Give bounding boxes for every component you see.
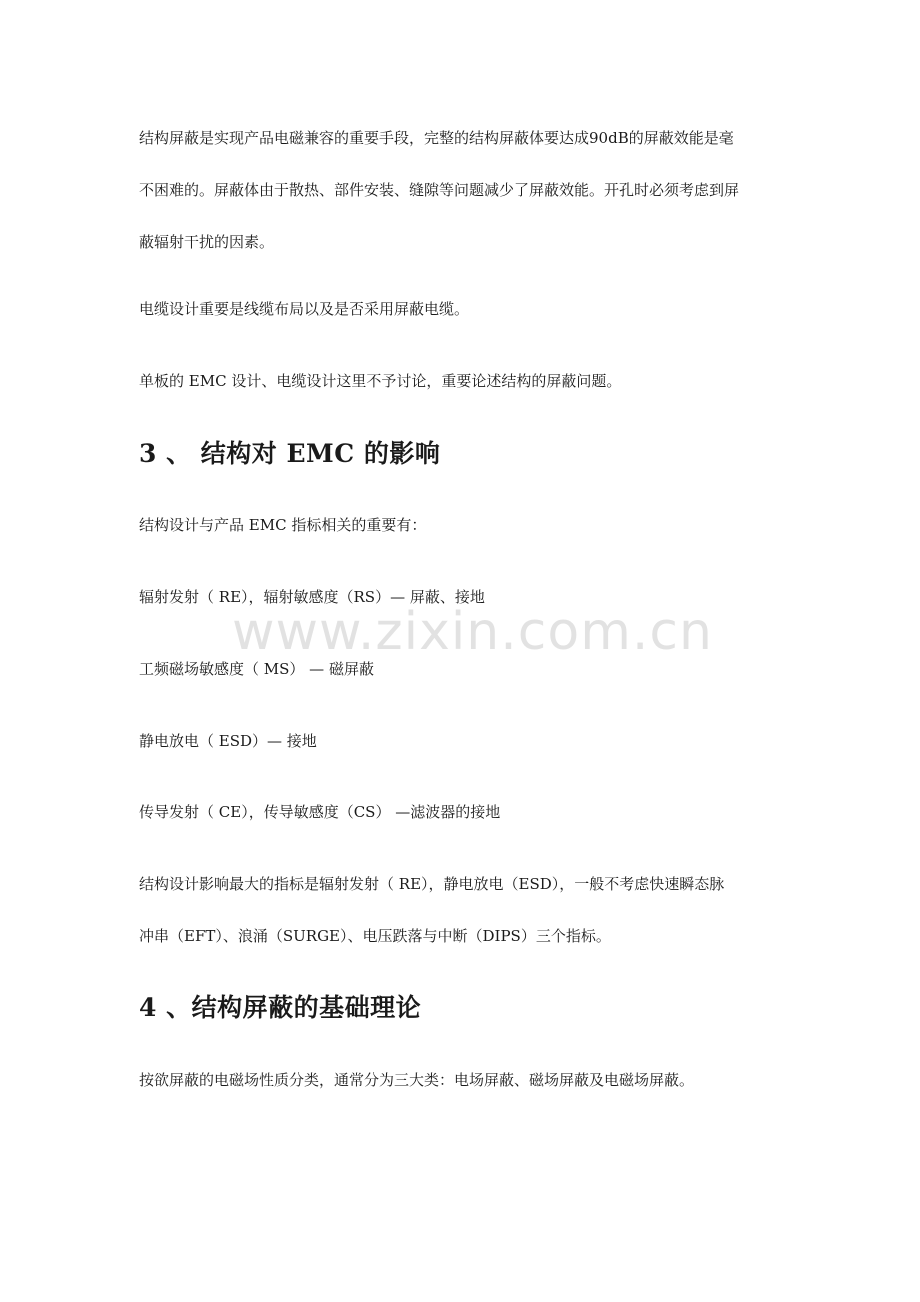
intro-line-1: 结构屏蔽是实现产品电磁兼容的重要手段，完整的结构屏蔽体要达成90dB的屏蔽效能是毫 <box>139 129 734 147</box>
section-3-intro: 结构设计与产品 EMC 指标相关的重要有： <box>139 516 427 534</box>
section-3-heading: 3 、 结构对 EMC 的影响 <box>139 439 441 468</box>
emc-item-esd: 静电放电（ ESD）— 接地 <box>139 732 317 750</box>
summary-line-2: 冲串（EFT）、浪涌（SURGE）、电压跌落与中断（DIPS）三个指标。 <box>139 927 611 945</box>
intro-paragraph <box>139 112 789 268</box>
board-design-paragraph: 单板的 EMC 设计、电缆设计这里不予讨论，重要论述结构的屏蔽问题。 <box>139 372 622 390</box>
emc-item-re-rs: 辐射发射（ RE），辐射敏感度（RS）— 屏蔽、接地 <box>139 588 485 606</box>
intro-line-3: 蔽辐射干扰的因素。 <box>139 233 275 251</box>
emc-item-ce-cs: 传导发射（ CE），传导敏感度（CS） —滤波器的接地 <box>139 803 501 821</box>
summary-line-1: 结构设计影响最大的指标是辐射发射（ RE），静电放电（ESD），一般不考虑快速瞬态脉 <box>139 875 725 893</box>
intro-line-2: 不困难的。屏蔽体由于散热、部件安装、缝隙等问题减少了屏蔽效能。开孔时必须考虑到屏 <box>139 181 740 199</box>
section-3-summary <box>139 858 789 962</box>
section-4-heading: 4 、结构屏蔽的基础理论 <box>139 993 422 1022</box>
section-4-paragraph: 按欲屏蔽的电磁场性质分类，通常分为三大类：电场屏蔽、磁场屏蔽及电磁场屏蔽。 <box>139 1071 695 1089</box>
emc-item-ms: 工频磁场敏感度（ MS） — 磁屏蔽 <box>139 660 374 678</box>
watermark-text: www.zixin.com.cn <box>232 602 713 662</box>
cable-design-paragraph: 电缆设计重要是线缆布局以及是否采用屏蔽电缆。 <box>139 300 470 318</box>
